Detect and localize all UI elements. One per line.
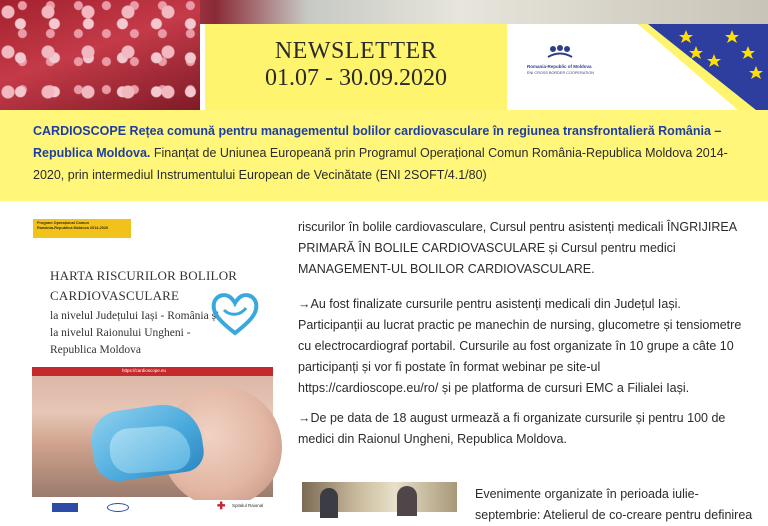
eu-flag-small-icon <box>52 503 78 512</box>
hospital-name: Spitalul Raional <box>232 503 264 508</box>
article-paragraph: →Au fost finalizate cursurile pentru asistenți medicali din Județul Iași. Participanții au lucrat practic pe manechin de nursing, glucometre și tensiometre cu electrocardiograf portabil. Cursurile au fost organizate în 10 grupe a câte 10 participanți și vor fi postate în format webinar pe site-ul https://cardioscope.eu/ro/ și pe platforma de cursuri EMC a Filialei Iași. <box>298 297 742 395</box>
program-logo-line2: ENI CROSS BORDER COOPERATION <box>527 71 595 75</box>
hospital-cross-icon: ✚ <box>217 501 226 512</box>
program-tag <box>33 219 131 238</box>
article-paragraph: riscurilor în bolile cardiovasculare, Cursul pentru asistenți medicali ÎNGRIJIREA PRIMARĂ ÎN BOLILE CARDIOVASCULARE și Cursul pentru medici MANAGEMENT-UL BOLILOR CARDIOVASCULARE. <box>298 220 737 276</box>
photo-caption-url: https://cardioscope.eu <box>122 368 167 373</box>
person-figure <box>397 486 417 516</box>
newsletter-dates: 01.07 - 30.09.2020 <box>265 65 447 91</box>
program-logo-line1: Romania-Republic of Moldova <box>527 64 592 69</box>
brochure-subtitle: la nivelul Județului Iași - România și la nivelul Raionului Ungheni - Republica Moldova <box>50 310 220 356</box>
brochure-title-line2: CARDIOVASCULARE <box>50 288 180 303</box>
program-logo-small-icon <box>107 503 129 512</box>
project-funding-text: Finanțat de Uniunea Europeană prin Programul Operațional Comun România-Republica Moldova 2014-2020, prin intermediul Instrumentului European de Vecinătate (ENI 2SOFT/4.1/80) <box>33 146 728 182</box>
newsletter-banner <box>205 24 507 110</box>
article-paragraph: →De pe data de 18 august urmează a fi organizate cursurile și pentru 100 de medici din Raionul Ungheni, Republica Moldova. <box>298 411 726 446</box>
program-tag-line1: Program Operațional Comun <box>37 221 89 225</box>
cpr-training-photo <box>32 367 273 497</box>
program-logo-box <box>507 24 638 110</box>
brochure-title-line1: HARTA RISCURILOR BOLILOR <box>50 268 238 283</box>
project-intro <box>0 110 768 201</box>
header-photo-left <box>0 24 205 110</box>
newsletter-title: NEWSLETTER <box>274 38 438 64</box>
event-photo <box>302 482 457 512</box>
program-tag-line2: România-Republica Moldova 2014-2020 <box>37 226 109 230</box>
events-paragraph: Evenimente organizate în perioada iulie-septembrie: Atelierul de co-creare pentru definirea <box>475 487 753 522</box>
brochure-footer-logos <box>32 500 273 512</box>
eu-flag-graphic <box>638 24 768 110</box>
heart-logo-icon <box>210 290 260 336</box>
gloved-hand-image <box>109 424 192 474</box>
person-figure <box>320 488 338 518</box>
header-photo-strip <box>0 0 768 24</box>
eu-flag-icon <box>638 24 768 110</box>
project-title: CARDIOSCOPE Rețea comună pentru managementul bolilor cardiovasculare în regiunea transfrontalieră România – Republica Moldova. <box>33 124 722 160</box>
article-body <box>298 217 743 464</box>
program-logo-icon <box>547 44 573 60</box>
